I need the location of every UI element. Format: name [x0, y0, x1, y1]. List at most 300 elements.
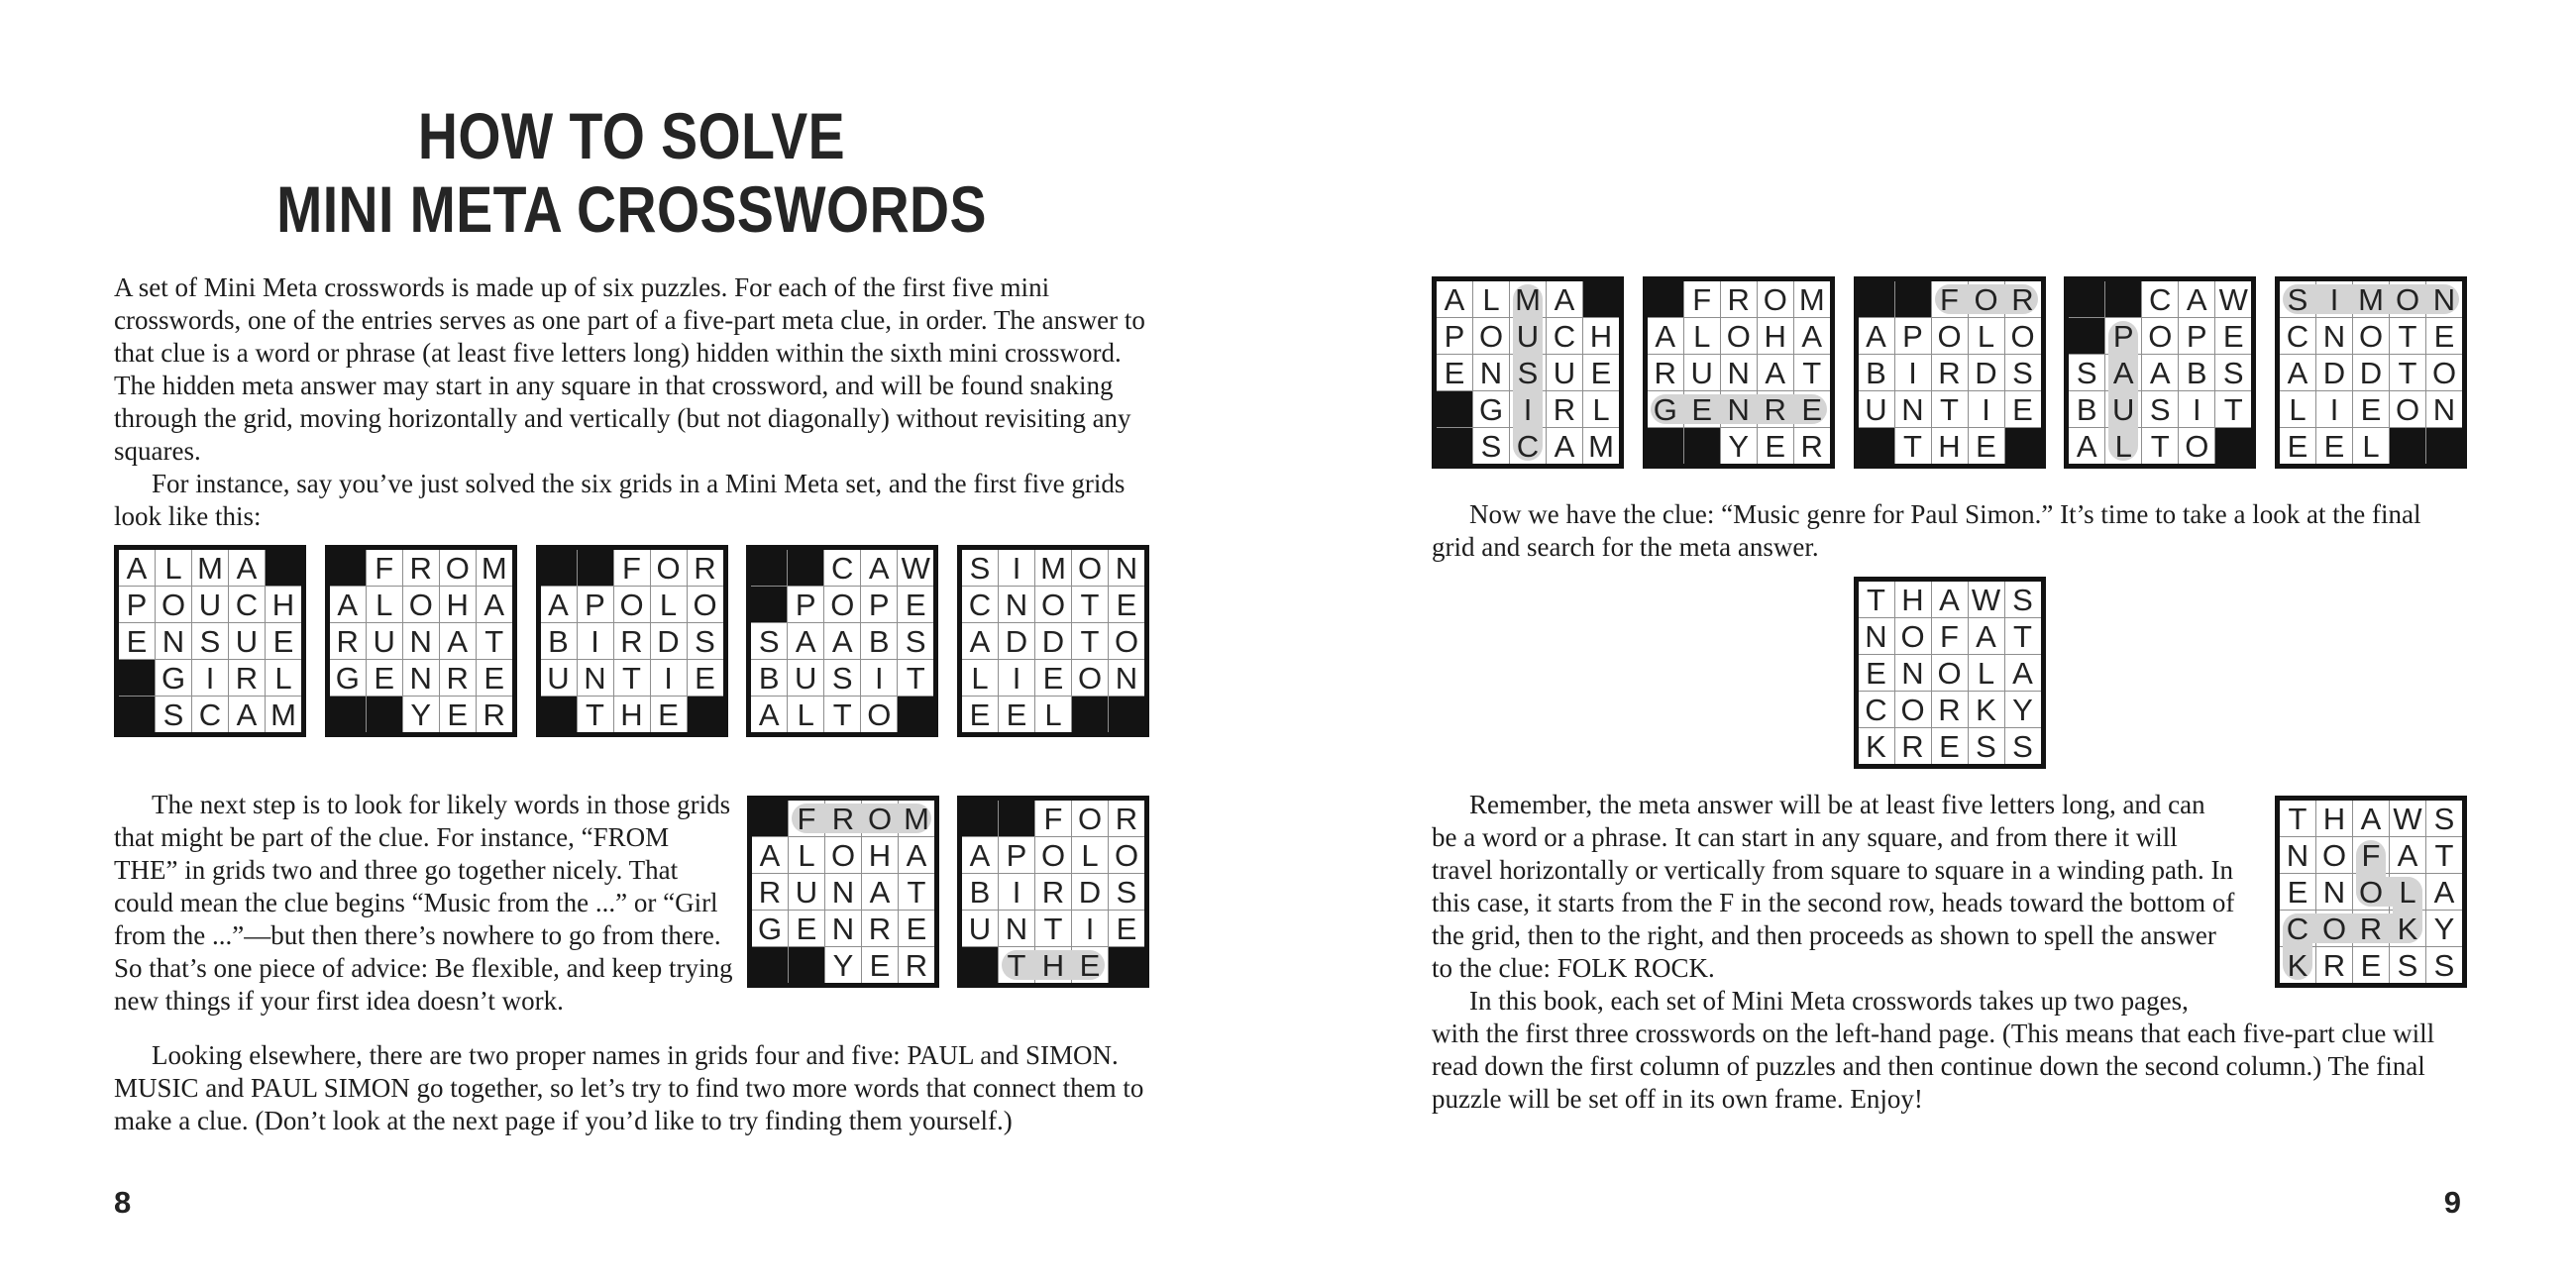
page-number-left: 8 [114, 1185, 132, 1220]
letter-cell [899, 801, 934, 836]
letter-cell [999, 623, 1034, 659]
cell-letter: T [2223, 391, 2243, 427]
letter-cell [229, 623, 265, 659]
cell-letter: T [1043, 911, 1063, 946]
letter-cell [751, 697, 787, 732]
letter-cell [1969, 618, 2004, 654]
letter-cell [2179, 318, 2214, 354]
cell-letter: R [1041, 874, 1065, 910]
cell-letter: A [2149, 355, 2171, 390]
letter-cell [1758, 318, 1793, 354]
letter-cell [1859, 582, 1894, 617]
cell-letter: A [795, 623, 816, 659]
cell-letter: E [1590, 355, 1612, 390]
crossword-grid [957, 796, 1149, 988]
cell-letter: A [2112, 355, 2134, 390]
cell-letter: O [2395, 391, 2420, 427]
letter-cell [1895, 355, 1931, 390]
letter-cell [156, 660, 191, 696]
cell-letter: L [1044, 697, 1062, 732]
letter-cell [1035, 874, 1071, 910]
cell-letter: I [205, 660, 215, 696]
letter-cell [2426, 391, 2462, 427]
cell-letter: T [2434, 837, 2454, 873]
cell-letter: C [968, 587, 992, 622]
cell-letter: N [2322, 318, 2346, 354]
letter-cell [999, 550, 1034, 586]
cell-letter: E [1006, 697, 1027, 732]
cell-letter: C [2286, 911, 2309, 946]
letter-cell [962, 623, 998, 659]
letter-cell [440, 623, 476, 659]
letter-cell [2005, 692, 2041, 727]
cell-letter: D [1041, 623, 1065, 659]
letter-cell [861, 623, 897, 659]
cell-letter: Y [2012, 692, 2033, 727]
cell-letter: R [1901, 728, 1924, 764]
black-square [330, 697, 366, 732]
letter-cell [751, 660, 787, 696]
cell-letter: U [547, 660, 570, 696]
letter-cell [1072, 874, 1108, 910]
letter-cell [2353, 947, 2389, 983]
black-square [999, 801, 1034, 836]
cell-letter: L [659, 587, 678, 622]
cell-letter: W [2218, 281, 2248, 317]
letter-cell [825, 911, 861, 946]
cell-letter: C [1516, 428, 1540, 464]
cell-letter: S [695, 623, 715, 659]
letter-cell [2280, 801, 2315, 836]
cell-letter: T [1802, 355, 1822, 390]
cell-letter: E [1444, 355, 1465, 390]
cell-letter: A [1554, 428, 1575, 464]
letter-cell [2426, 837, 2462, 873]
cell-letter: R [1938, 355, 1961, 390]
letter-cell [1859, 692, 1894, 727]
letter-cell [1794, 318, 1830, 354]
cell-letter: D [2359, 355, 2383, 390]
letter-cell [788, 660, 823, 696]
letter-cell [1969, 582, 2004, 617]
cell-letter: F [1940, 618, 1959, 654]
cell-letter: A [969, 623, 991, 659]
letter-cell [477, 660, 512, 696]
letter-cell [1859, 391, 1894, 427]
letter-cell [578, 623, 613, 659]
cell-letter: U [795, 874, 818, 910]
letter-cell [367, 550, 402, 586]
letter-cell [440, 587, 476, 622]
cell-letter: O [1478, 318, 1504, 354]
black-square [541, 550, 577, 586]
cell-letter: O [2321, 911, 2347, 946]
letter-cell [330, 660, 366, 696]
letter-cell [541, 660, 577, 696]
black-square [266, 550, 301, 586]
letter-cell [477, 550, 512, 586]
letter-cell [330, 623, 366, 659]
cell-letter: M [1040, 550, 1066, 586]
cell-letter: L [2362, 428, 2380, 464]
cell-letter: M [481, 550, 507, 586]
black-square [1437, 391, 1472, 427]
cell-letter: A [236, 697, 258, 732]
cell-letter: G [335, 660, 360, 696]
cell-letter: O [1937, 655, 1962, 691]
letter-cell [229, 587, 265, 622]
letter-cell [1969, 728, 2004, 764]
cell-letter: O [656, 550, 681, 586]
grid-cells [330, 550, 512, 732]
cell-letter: F [1043, 801, 1063, 836]
cell-letter: O [693, 587, 717, 622]
cell-letter: N [2286, 837, 2309, 873]
cell-letter: O [1937, 318, 1962, 354]
letter-cell [1721, 428, 1757, 464]
cell-letter: N [831, 874, 855, 910]
cell-letter: N [1901, 391, 1924, 427]
title-line-2: MINI META CROSSWORDS [276, 172, 987, 246]
letter-cell [1473, 355, 1509, 390]
cell-letter: T [586, 697, 604, 732]
cell-letter: S [1517, 355, 1539, 390]
cell-letter: S [1116, 874, 1137, 910]
cell-letter: L [2399, 874, 2416, 910]
cell-letter: B [868, 623, 890, 659]
cell-letter: E [483, 660, 505, 696]
cell-letter: P [126, 587, 148, 622]
black-square [2069, 281, 2104, 317]
letter-cell [999, 911, 1034, 946]
cell-letter: E [1939, 728, 1960, 764]
black-square [751, 587, 787, 622]
letter-cell [1035, 697, 1071, 732]
cell-letter: A [236, 550, 258, 586]
cell-letter: T [2013, 618, 2032, 654]
letter-cell [2353, 318, 2389, 354]
grid-cells [1859, 582, 2041, 764]
grid-cells [119, 550, 301, 732]
letter-cell [2179, 281, 2214, 317]
letter-cell [1969, 318, 2004, 354]
letter-cell [1859, 728, 1894, 764]
cell-letter: I [1908, 355, 1917, 390]
letter-cell [2069, 355, 2104, 390]
cell-letter: L [2114, 428, 2132, 464]
letter-cell [1969, 655, 2004, 691]
letter-cell [2005, 582, 2041, 617]
letter-cell [2280, 837, 2315, 873]
cell-letter: E [2360, 391, 2382, 427]
letter-cell [119, 623, 155, 659]
letter-cell [266, 660, 301, 696]
letter-cell [1109, 801, 1144, 836]
black-square [119, 697, 155, 732]
letter-cell [1648, 318, 1683, 354]
cell-letter: E [658, 697, 679, 732]
cell-letter: L [1592, 391, 1610, 427]
cell-letter: E [1801, 391, 1823, 427]
letter-cell [1437, 355, 1472, 390]
cell-letter: R [1553, 391, 1576, 427]
cell-letter: U [1516, 318, 1540, 354]
cell-letter: K [1866, 728, 1886, 764]
cell-letter: P [795, 587, 816, 622]
letter-cell [440, 660, 476, 696]
letter-cell [962, 587, 998, 622]
letter-cell [1072, 623, 1108, 659]
letter-cell [2316, 837, 2352, 873]
cell-letter: O [2321, 837, 2347, 873]
letter-cell [1072, 660, 1108, 696]
cell-letter: T [1903, 428, 1922, 464]
cell-letter: O [1114, 837, 1139, 873]
letter-cell [1932, 728, 1968, 764]
left-page [114, 0, 1149, 1288]
cell-letter: A [869, 874, 891, 910]
letter-cell [2005, 655, 2041, 691]
letter-cell [440, 550, 476, 586]
cell-letter: L [164, 550, 182, 586]
letter-cell [862, 837, 898, 873]
cell-letter: E [906, 911, 927, 946]
cell-letter: S [2287, 281, 2308, 317]
letter-cell [999, 587, 1034, 622]
cell-letter: R [409, 550, 432, 586]
cell-letter: H [868, 837, 892, 873]
cell-letter: A [337, 587, 359, 622]
cell-letter: L [1977, 655, 1995, 691]
letter-cell [1473, 428, 1509, 464]
cell-letter: H [1938, 428, 1961, 464]
letter-cell [2142, 281, 2178, 317]
letter-cell [1721, 355, 1757, 390]
letter-cell [1072, 911, 1108, 946]
cell-letter: A [2397, 837, 2418, 873]
letter-cell [2390, 355, 2425, 390]
cell-letter: E [2433, 318, 2455, 354]
letter-cell [2005, 355, 2041, 390]
cell-letter: A [2186, 281, 2207, 317]
letter-cell [962, 911, 998, 946]
letter-cell [2069, 428, 2104, 464]
cell-letter: M [2358, 281, 2384, 317]
letter-cell [862, 947, 898, 983]
letter-cell [898, 660, 933, 696]
cell-letter: F [2361, 837, 2381, 873]
letter-cell [651, 660, 687, 696]
next-step-paragraph: The next step is to look for likely words in those grids that might be part of the clue. For instance, “FROM THE” in grids two and three go together nicely. That could mean the clue begins “Music from the ...” or “Girl from the ...”—but then there’s nowhere to go from there. So that’s one piece of advice: Be flexible, and keep trying new things if your first idea doesn’t work. [114, 790, 733, 1016]
cell-letter: C [1865, 692, 1887, 727]
letter-cell [825, 874, 861, 910]
cell-letter: E [1691, 391, 1713, 427]
cell-letter: B [2186, 355, 2207, 390]
cell-letter: G [1653, 391, 1677, 427]
cell-letter: I [590, 623, 599, 659]
cell-letter: E [796, 911, 817, 946]
black-square [1648, 281, 1683, 317]
cell-letter: E [869, 947, 891, 983]
letter-cell [862, 874, 898, 910]
letter-cell [2280, 428, 2315, 464]
cell-letter: N [1115, 550, 1138, 586]
black-square [1437, 428, 1472, 464]
letter-cell [2215, 318, 2251, 354]
letter-cell [899, 947, 934, 983]
black-square [367, 697, 402, 732]
cell-letter: P [585, 587, 605, 622]
cell-letter: O [867, 697, 892, 732]
letter-cell [2005, 728, 2041, 764]
cell-letter: R [2322, 947, 2346, 983]
black-square [1895, 281, 1931, 317]
letter-cell [1969, 355, 2004, 390]
letter-cell [2426, 801, 2462, 836]
cell-letter: O [2358, 318, 2384, 354]
letter-cell [1859, 655, 1894, 691]
letter-cell [2390, 801, 2425, 836]
final-grid-container [1432, 577, 2467, 769]
letter-cell [1035, 587, 1071, 622]
letter-cell [1109, 550, 1144, 586]
letter-cell [2142, 428, 2178, 464]
cell-letter: L [376, 587, 393, 622]
cell-letter: A [906, 837, 927, 873]
cell-letter: U [968, 911, 992, 946]
letter-cell [1109, 660, 1144, 696]
letter-cell [1035, 550, 1071, 586]
cell-letter: O [2185, 428, 2209, 464]
letter-cell [1969, 391, 2004, 427]
cell-letter: F [797, 801, 816, 836]
letter-cell [962, 550, 998, 586]
letter-cell [788, 587, 823, 622]
letter-cell [2316, 947, 2352, 983]
letter-cell [229, 660, 265, 696]
letter-cell [899, 874, 934, 910]
letter-cell [578, 660, 613, 696]
letter-cell [1035, 837, 1071, 873]
letter-cell [688, 660, 723, 696]
letter-cell [2179, 391, 2214, 427]
cell-letter: A [483, 587, 505, 622]
letter-cell [1473, 391, 1509, 427]
cell-letter: D [2322, 355, 2346, 390]
letter-cell [2426, 911, 2462, 946]
cell-letter: O [830, 837, 856, 873]
cell-letter: E [1116, 587, 1137, 622]
cell-letter: F [622, 550, 641, 586]
letter-cell [2316, 355, 2352, 390]
cell-letter: N [2322, 874, 2346, 910]
cell-letter: R [235, 660, 259, 696]
letter-cell [192, 587, 228, 622]
letter-cell [614, 697, 650, 732]
letter-cell [156, 587, 191, 622]
letter-cell [999, 697, 1034, 732]
cell-letter: G [757, 911, 783, 946]
cell-letter: P [1006, 837, 1027, 873]
black-square [1109, 697, 1144, 732]
letter-cell [752, 911, 788, 946]
letter-cell [1109, 623, 1144, 659]
letter-cell [2005, 618, 2041, 654]
letter-cell [825, 947, 861, 983]
black-square [2390, 428, 2425, 464]
cell-letter: L [274, 660, 292, 696]
letter-cell [403, 623, 439, 659]
crossword-grid [325, 545, 517, 737]
cell-letter: T [2150, 428, 2170, 464]
cell-letter: A [831, 623, 853, 659]
for-instance-paragraph: For instance, say you’ve just solved the six grids in a Mini Meta set, and the first five grids look like this: [114, 469, 1126, 531]
in-this-book-paragraph: In this book, each set of Mini Meta crosswords takes up two pages, with the first three crosswords on the left-hand page. (This means that each five-part clue will read down the first column of puzzles and then continue down the second column.) The final puzzle will be set off in its own frame. Enjoy! [1432, 986, 2435, 1114]
cell-letter: E [1042, 660, 1064, 696]
cell-letter: U [373, 623, 395, 659]
letter-cell [2353, 801, 2389, 836]
letter-cell [541, 587, 577, 622]
cell-letter: U [198, 587, 222, 622]
letter-cell [1473, 281, 1509, 317]
letter-cell [1437, 318, 1472, 354]
letter-cell [1109, 587, 1144, 622]
cell-letter: I [2329, 391, 2339, 427]
letter-cell [2142, 391, 2178, 427]
letter-cell [1473, 318, 1509, 354]
letter-cell [2316, 428, 2352, 464]
cell-letter: N [1865, 618, 1887, 654]
cell-letter: L [797, 697, 814, 732]
cell-letter: A [1976, 618, 1996, 654]
cell-letter: S [905, 623, 926, 659]
letter-cell [824, 587, 860, 622]
remember-section [1432, 789, 2467, 1116]
cell-letter: O [619, 587, 644, 622]
cell-letter: R [2011, 281, 2034, 317]
cell-letter: U [1865, 391, 1887, 427]
letter-cell [752, 837, 788, 873]
cell-letter: R [483, 697, 505, 732]
black-square [688, 697, 723, 732]
cell-letter: C [235, 587, 259, 622]
letter-cell [2215, 391, 2251, 427]
cell-letter: B [2076, 391, 2097, 427]
cell-letter: I [1982, 391, 1990, 427]
cell-letter: I [2329, 281, 2339, 317]
cell-letter: O [1900, 618, 1925, 654]
letter-cell [614, 587, 650, 622]
cell-letter: S [2222, 355, 2244, 390]
letter-cell [1547, 318, 1582, 354]
letter-cell [156, 550, 191, 586]
black-square [751, 550, 787, 586]
cell-letter: E [374, 660, 395, 696]
cell-letter: O [161, 587, 186, 622]
letter-cell [2390, 837, 2425, 873]
cell-letter: C [2149, 281, 2172, 317]
cell-letter: E [2323, 428, 2345, 464]
letter-cell [2353, 281, 2389, 317]
cell-letter: O [2010, 318, 2035, 354]
black-square [1859, 281, 1894, 317]
cell-letter: S [969, 550, 991, 586]
letter-cell [403, 660, 439, 696]
cell-letter: I [1012, 550, 1021, 586]
letter-cell [2316, 801, 2352, 836]
letter-cell [1684, 318, 1720, 354]
cell-letter: L [2289, 391, 2307, 427]
